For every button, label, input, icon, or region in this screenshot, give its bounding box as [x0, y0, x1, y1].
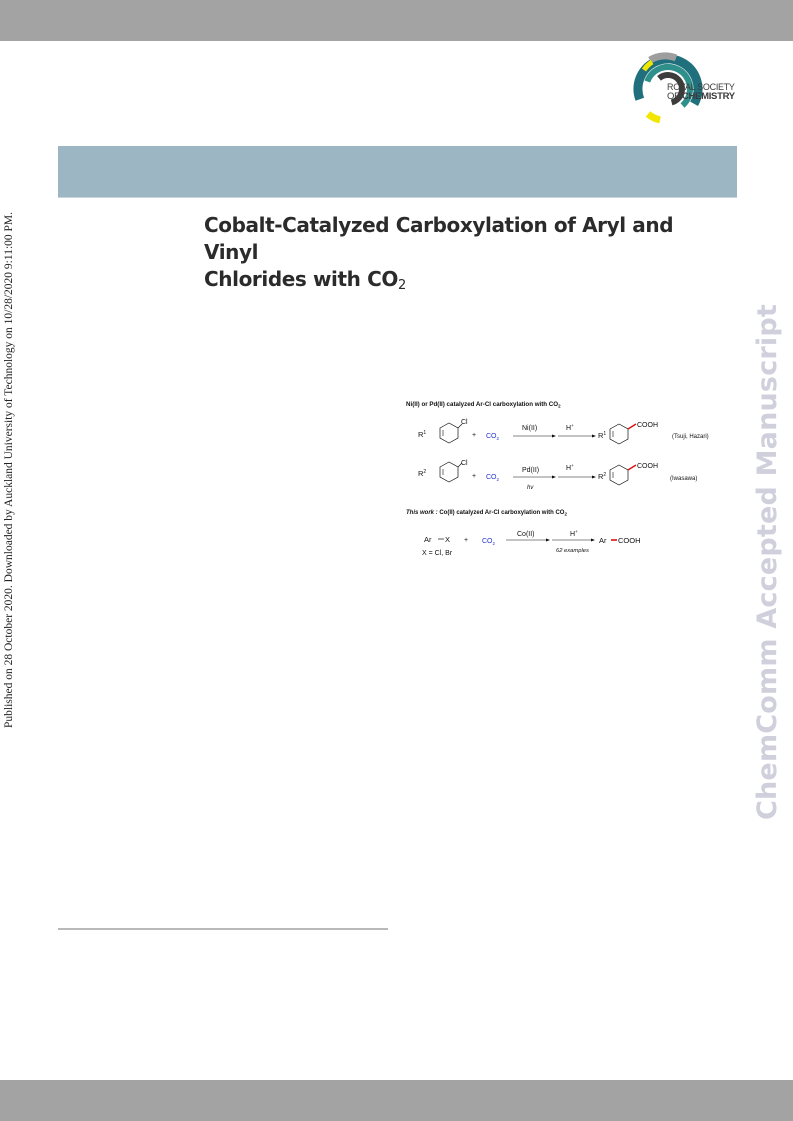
reaction-scheme	[400, 396, 730, 566]
svg-text:Pd(II): Pd(II)	[522, 467, 540, 474]
scheme-heading-1: Ni(II) or Pd(II) catalyzed Ar-Cl carboxylation with $CO_2$	[406, 401, 561, 409]
bottom-bar	[0, 1080, 793, 1121]
scheme-heading-this-work: This work : Co(II) catalyzed Ar-Cl carboxylation with $CO_2$	[406, 510, 567, 517]
reaction-2	[418, 460, 697, 491]
svg-text:62 examples: 62 examples	[556, 548, 589, 554]
svg-text:R2: $R^2$	[418, 469, 427, 478]
svg-text:hν: hν	[527, 485, 534, 491]
logo-line2: OF CHEMISTRY	[667, 91, 735, 102]
reaction-3	[422, 529, 641, 557]
svg-text:COOH: COOH	[637, 463, 658, 470]
top-bar	[0, 0, 793, 41]
svg-text:Cl: Cl	[461, 460, 468, 467]
svg-text:+: +	[472, 473, 477, 480]
rsc-logo-text	[667, 82, 735, 102]
svg-text:Cl: Cl	[461, 419, 468, 426]
svg-text:+: +	[472, 432, 477, 439]
article-title: Cobalt-Catalyzed Carboxylation of Aryl and Vinyl Chlorides with $CO_2$	[204, 213, 674, 293]
svg-text:Ni(II): Ni(II)	[522, 425, 538, 432]
svg-text:+: +	[464, 537, 469, 544]
header-band	[58, 146, 737, 197]
svg-text:H+: H+	[570, 529, 578, 538]
publication-notice: Published on 28 October 2020. Downloaded by Auckland University of Technology on 10/28/2020 9:11:00 PM.	[3, 211, 15, 728]
svg-text:Ar: Ar	[599, 536, 607, 545]
header-band-rule	[58, 197, 737, 198]
svg-text:R2: $R^2$	[598, 472, 607, 481]
reaction-1	[418, 419, 709, 444]
svg-text:R1: $R^1$	[598, 431, 607, 440]
svg-text:(Tsuji, Hazari): (Tsuji, Hazari)	[672, 434, 709, 440]
svg-text:Ar: Ar	[424, 535, 432, 544]
svg-text:CO2: $CO_2$	[486, 474, 500, 482]
footnote-rule	[58, 928, 388, 930]
svg-text:X: X	[445, 535, 451, 544]
svg-text:(Iwasawa): (Iwasawa)	[670, 476, 698, 482]
svg-text:H+: H+	[566, 423, 574, 432]
svg-text:H+: H+	[566, 463, 574, 472]
svg-text:R1: $R^1$	[418, 430, 427, 439]
svg-text:COOH: COOH	[637, 422, 658, 429]
svg-text:COOH: COOH	[618, 536, 641, 545]
svg-text:Co(II): Co(II)	[517, 531, 535, 538]
accepted-manuscript-watermark: ChemComm Accepted Manuscript	[752, 303, 783, 820]
svg-text:CO2: $CO_2$	[486, 433, 500, 441]
logo-line1: ROYAL SOCIETY	[667, 82, 735, 92]
svg-text:X = Cl, Br: X = Cl, Br	[422, 550, 453, 557]
svg-text:CO2: $CO_2$	[482, 538, 496, 546]
